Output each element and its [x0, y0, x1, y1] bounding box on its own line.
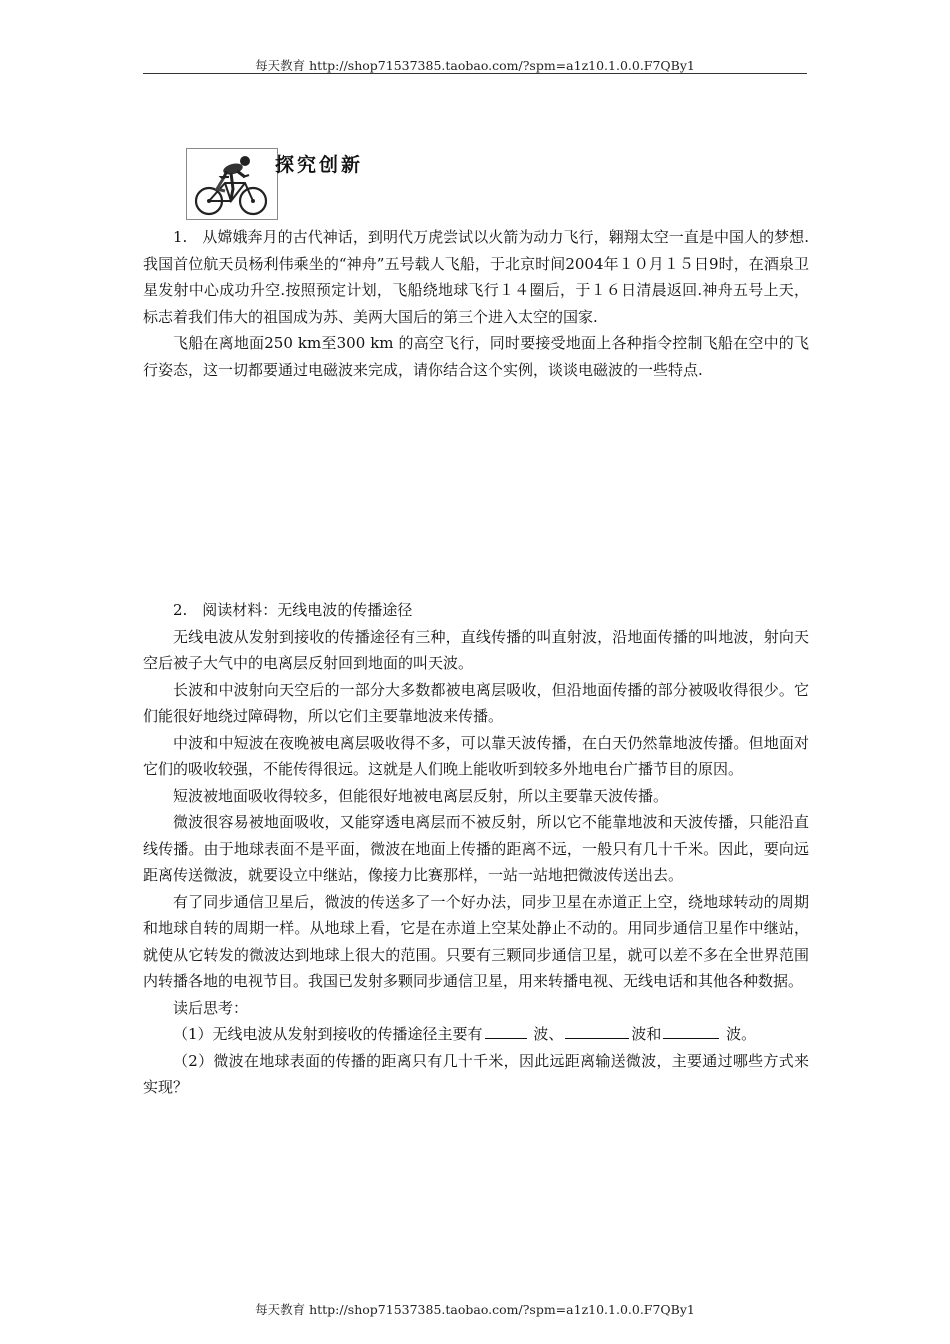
sub-question-1	[143, 1021, 809, 1048]
q2-paragraph-4: 短波被地面吸收得较多，但能很好地被电离层反射，所以主要靠天波传播。	[173, 786, 669, 805]
q2-paragraph-6: 有了同步通信卫星后，微波的传送多了一个好办法，同步卫星在赤道正上空，绕地球转动的周期和地球自转的周期一样。从地球上看，它是在赤道上空某处静止不动的。用同步通信卫星作中继站，就使从它转发的微波达到地球上很大的范围。只要有三颗同步通信卫星，就可以差不多在全世界范围内转播各地的电视节目。我国已发射多颗同步通信卫星，用来转播电视、无线电话和其他各种数据。	[143, 892, 809, 990]
page-footer: 每天教育 http://shop71537385.taobao.com/?spm=a1z10.1.0.0.F7QBy1	[255, 1302, 695, 1317]
question-2	[143, 597, 809, 1101]
q2-paragraph-3: 中波和中短波在夜晚被电离层吸收得不多，可以靠天波传播，在白天仍然靠地波传播。但地面对它们的吸收较强，不能传得很远。这就是人们晚上能收听到较多外地电台广播节目的原因。	[143, 733, 809, 778]
sub1-part-c: 波和	[631, 1025, 662, 1043]
section-badge	[186, 148, 278, 220]
section-title: 探究创新	[275, 154, 364, 176]
q1-paragraph-2: 飞船在离地面250 km至300 km 的高空飞行，同时要接受地面上各种指令控制飞船在空中的飞行姿态，这一切都要通过电磁波来完成，请你结合这个实例，谈谈电磁波的一些特点.	[143, 334, 809, 379]
q2-paragraph-1: 无线电波从发射到接收的传播途径有三种，直线传播的叫直射波，沿地面传播的叫地波，射向天空后被子大气中的电离层反射回到地面的叫天波。	[143, 627, 809, 672]
header-divider	[143, 73, 807, 74]
cyclist-icon	[187, 149, 277, 219]
sub1-part-b: 波、	[528, 1025, 564, 1043]
answer-blank-1[interactable]	[485, 1022, 527, 1039]
answer-blank-2[interactable]	[565, 1022, 629, 1039]
sub-question-2: （2）微波在地球表面的传播的距离只有几十千米，因此远距离输送微波，主要通过哪些方式来实现？	[143, 1051, 809, 1096]
page-header: 每天教育 http://shop71537385.taobao.com/?spm=a1z10.1.0.0.F7QBy1	[255, 58, 695, 73]
think-label: 读后思考：	[173, 998, 249, 1017]
answer-blank-3[interactable]	[663, 1022, 719, 1039]
sub1-part-d: 波。	[721, 1025, 757, 1043]
q2-paragraph-2: 长波和中波射向天空后的一部分大多数都被电离层吸收，但沿地面传播的部分被吸收得很少。它们能很好地绕过障碍物，所以它们主要靠地波来传播。	[143, 680, 809, 725]
question-1	[143, 224, 809, 383]
q2-heading: 2. 阅读材料：无线电波的传播途径	[173, 601, 413, 619]
q2-paragraph-5: 微波很容易被地面吸收，又能穿透电离层而不被反射，所以它不能靠地波和天波传播，只能沿直线传播。由于地球表面不是平面，微波在地面上传播的距离不远，一般只有几十千米。因此，要向远距离传送微波，就要设立中继站，像接力比赛那样，一站一站地把微波传送出去。	[143, 813, 809, 884]
sub1-part-a: （1）无线电波从发射到接收的传播途径主要有	[173, 1025, 483, 1043]
q1-paragraph-1: 1. 从嫦娥奔月的古代神话，到明代万虎尝试以火箭为动力飞行，翱翔太空一直是中国人的梦想.我国首位航天员杨利伟乘坐的“神舟”五号载人飞船，于北京时间2004年１０月１５日9时，在酒泉卫星发射中心成功升空.按照预定计划，飞船绕地球飞行１４圈后，于１６日清晨返回.神舟五号上天，标志着我们伟大的祖国成为苏、美两大国后的第三个进入太空的国家.	[143, 228, 809, 326]
